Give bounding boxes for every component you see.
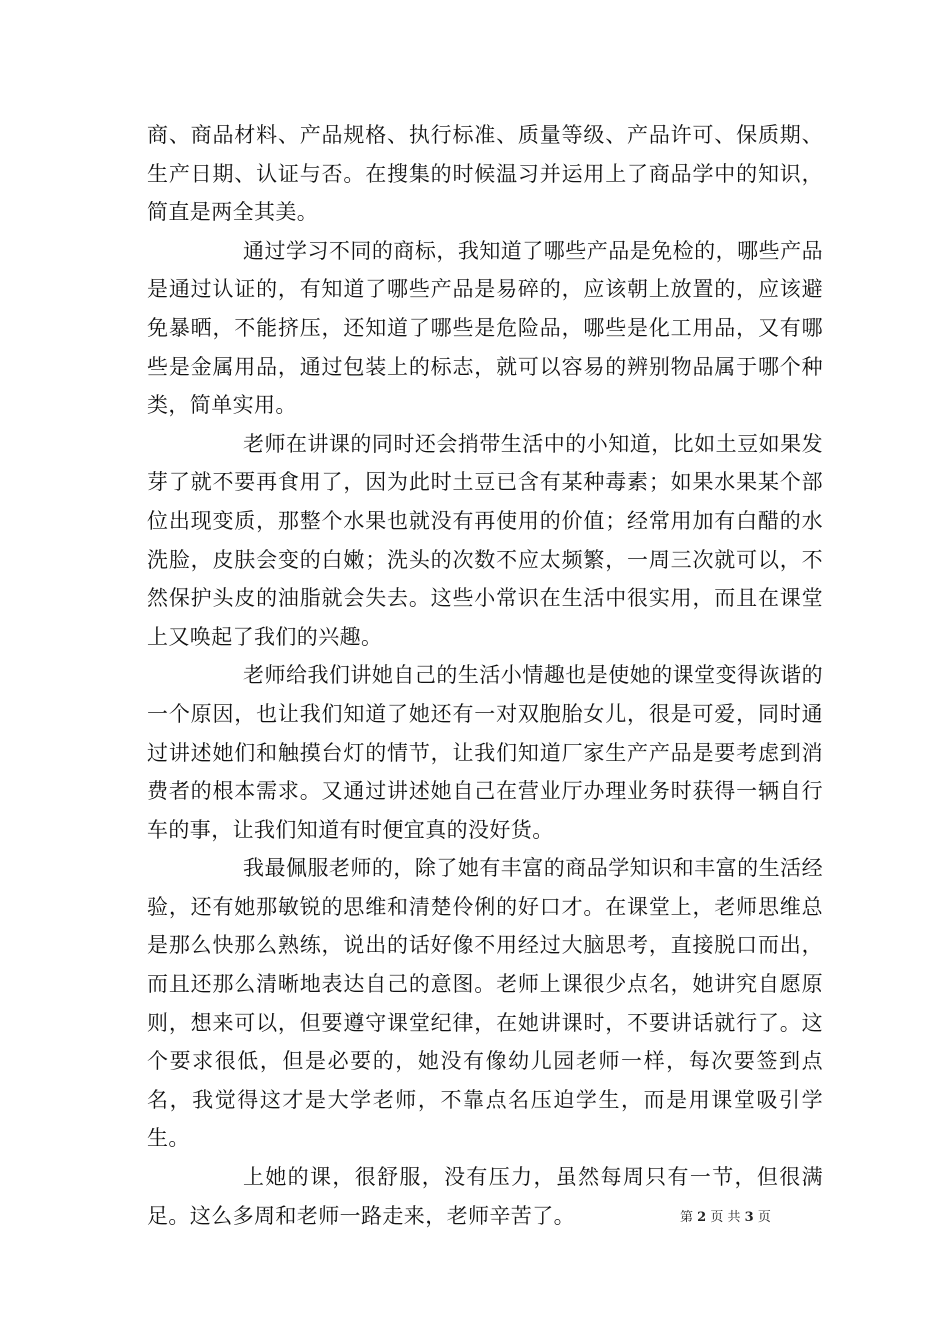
document-body [147,116,823,1235]
footer-suffix: 页 [757,1210,771,1225]
footer-middle: 页 共 [710,1210,741,1225]
footer-current-page: 2 [697,1210,707,1225]
footer-prefix: 第 [680,1210,694,1225]
paragraph-admiration: 我最佩服老师的，除了她有丰富的商品学知识和丰富的生活经验，还有她那敏锐的思维和清楚伶俐的好口才。在课堂上，老师思维总是那么快那么熟练，说出的话好像不用经过大脑思考，直接脱口而出，而且还那么清晰地表达自己的意图。老师上课很少点名，她讲究自愿原则，想来可以，但要遵守课堂纪律，在她讲课时，不要讲话就行了。这个要求很低，但是必要的，她没有像幼儿园老师一样，每次要签到点名，我觉得这才是大学老师，不靠点名压迫学生，而是用课堂吸引学生。 [147,856,823,1151]
footer-total-pages: 3 [744,1210,754,1225]
paragraph-trademarks: 通过学习不同的商标，我知道了哪些产品是免检的，哪些产品是通过认证的，有知道了哪些产品是易碎的，应该朝上放置的，应该避免暴晒，不能挤压，还知道了哪些是危险品，哪些是化工用品，又有哪些是金属用品，通过包装上的标志，就可以容易的辨别物品属于哪个种类，简单实用。 [147,238,823,418]
paragraph-life-tips: 老师在讲课的同时还会捎带生活中的小知道，比如土豆如果发芽了就不要再食用了，因为此时土豆已含有某种毒素；如果水果某个部位出现变质，那整个水果也就没有再使用的价值；经常用加有白醋的水洗脸，皮肤会变的白嫩；洗头的次数不应太频繁，一周三次就可以，不然保护头皮的油脂就会失去。这些小常识在生活中很实用，而且在课堂上又唤起了我们的兴趣。 [147,431,823,649]
paragraph-conclusion: 上她的课，很舒服，没有压力，虽然每周只有一节，但很满足。这么多周和老师一路走来，老师辛苦了。 [147,1165,823,1228]
page-footer [680,1206,771,1225]
paragraph-teacher-stories: 老师给我们讲她自己的生活小情趣也是使她的课堂变得诙谐的一个原因，也让我们知道了她还有一对双胞胎女儿，很是可爱，同时通过讲述她们和触摸台灯的情节，让我们知道厂家生产产品是要考虑到消费者的根本需求。又通过讲述她自己在营业厅办理业务时获得一辆自行车的事，让我们知道有时便宜真的没好货。 [147,663,823,842]
paragraph-continuation: 商、商品材料、产品规格、执行标准、质量等级、产品许可、保质期、生产日期、认证与否。在搜集的时候温习并运用上了商品学中的知识，简直是两全其美。 [147,123,823,225]
